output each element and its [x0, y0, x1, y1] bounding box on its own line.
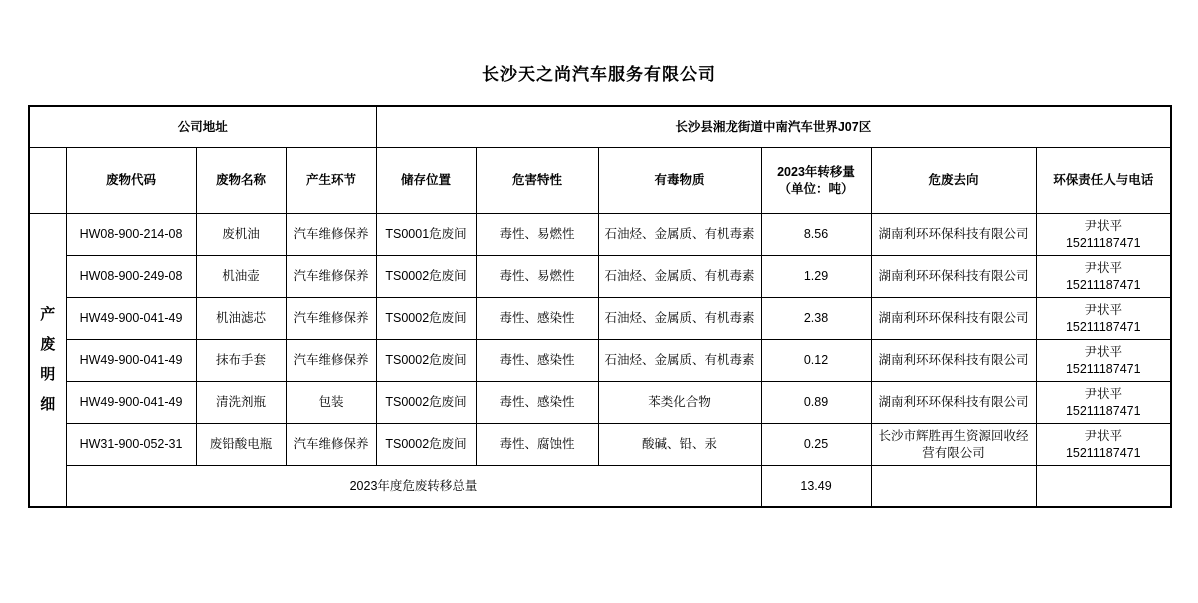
table-row [29, 340, 1171, 382]
contact-phone: 15211187471 [1065, 403, 1141, 418]
corner-empty-cell [29, 148, 66, 214]
destination-cell: 湖南利环环保科技有限公司 [871, 256, 1036, 298]
table-row [29, 298, 1171, 340]
storage-location-cell: TS0002危废间 [376, 382, 476, 424]
waste-name-cell: 废机油 [196, 214, 286, 256]
header-contact: 环保责任人与电话 [1036, 148, 1171, 214]
contact-phone: 15211187471 [1065, 319, 1141, 334]
waste-code-cell: HW08-900-214-08 [66, 214, 196, 256]
destination-cell: 湖南利环环保科技有限公司 [871, 382, 1036, 424]
waste-name-cell: 机油壶 [196, 256, 286, 298]
production-stage-cell: 汽车维修保养 [286, 424, 376, 466]
contact-name: 尹状平 [1084, 260, 1123, 275]
hazard-property-cell: 毒性、易燃性 [476, 256, 598, 298]
header-waste-name: 废物名称 [196, 148, 286, 214]
header-transfer-amount [761, 148, 871, 214]
production-stage-cell: 汽车维修保养 [286, 340, 376, 382]
hazard-property-cell: 毒性、感染性 [476, 298, 598, 340]
header-transfer-amount-line2: （单位：吨） [778, 181, 854, 196]
contact-phone: 15211187471 [1065, 277, 1141, 292]
hazard-property-cell: 毒性、易燃性 [476, 214, 598, 256]
production-stage-cell: 汽车维修保养 [286, 298, 376, 340]
contact-name: 尹状平 [1084, 428, 1123, 443]
waste-code-cell: HW49-900-041-49 [66, 340, 196, 382]
header-hazard-property: 危害特性 [476, 148, 598, 214]
waste-transfer-table [28, 105, 1172, 508]
total-label-cell: 2023年度危废转移总量 [66, 466, 761, 508]
contact-phone: 15211187471 [1065, 361, 1141, 376]
side-label-vertical-text: 产废明细 [40, 306, 56, 413]
waste-name-cell: 机油滤芯 [196, 298, 286, 340]
total-value-cell: 13.49 [761, 466, 871, 508]
contact-name: 尹状平 [1084, 218, 1123, 233]
production-stage-cell: 汽车维修保养 [286, 256, 376, 298]
toxic-substance-cell: 石油烃、金属质、有机毒素 [598, 214, 761, 256]
contact-phone: 15211187471 [1065, 445, 1141, 460]
toxic-substance-cell: 苯类化合物 [598, 382, 761, 424]
table-row [29, 214, 1171, 256]
contact-name: 尹状平 [1084, 302, 1123, 317]
contact-cell [1036, 340, 1171, 382]
hazard-property-cell: 毒性、腐蚀性 [476, 424, 598, 466]
total-row [29, 466, 1171, 508]
empty-cell [871, 466, 1036, 508]
toxic-substance-cell: 石油烃、金属质、有机毒素 [598, 256, 761, 298]
table-row [29, 256, 1171, 298]
contact-name: 尹状平 [1084, 386, 1123, 401]
contact-name: 尹状平 [1084, 344, 1123, 359]
contact-cell [1036, 382, 1171, 424]
toxic-substance-cell: 石油烃、金属质、有机毒素 [598, 298, 761, 340]
address-row [29, 106, 1171, 148]
toxic-substance-cell: 酸碱、铅、汞 [598, 424, 761, 466]
waste-code-cell: HW08-900-249-08 [66, 256, 196, 298]
contact-cell [1036, 214, 1171, 256]
table-row [29, 382, 1171, 424]
waste-transfer-table-container [28, 105, 1172, 508]
waste-name-cell: 抹布手套 [196, 340, 286, 382]
transfer-amount-cell: 0.25 [761, 424, 871, 466]
header-toxic-substance: 有毒物质 [598, 148, 761, 214]
transfer-amount-cell: 0.89 [761, 382, 871, 424]
transfer-amount-cell: 2.38 [761, 298, 871, 340]
destination-cell: 湖南利环环保科技有限公司 [871, 298, 1036, 340]
toxic-substance-cell: 石油烃、金属质、有机毒素 [598, 340, 761, 382]
header-production-stage: 产生环节 [286, 148, 376, 214]
waste-name-cell: 清洗剂瓶 [196, 382, 286, 424]
production-stage-cell: 包装 [286, 382, 376, 424]
destination-cell: 湖南利环环保科技有限公司 [871, 214, 1036, 256]
page-title: 长沙天之尚汽车服务有限公司 [482, 65, 716, 84]
contact-cell [1036, 424, 1171, 466]
header-storage-location: 储存位置 [376, 148, 476, 214]
hazard-property-cell: 毒性、感染性 [476, 382, 598, 424]
contact-cell [1036, 256, 1171, 298]
header-transfer-amount-line1: 2023年转移量 [777, 164, 855, 179]
destination-cell: 湖南利环环保科技有限公司 [871, 340, 1036, 382]
side-label-cell [29, 214, 66, 508]
production-stage-cell: 汽车维修保养 [286, 214, 376, 256]
contact-cell [1036, 298, 1171, 340]
table-row [29, 424, 1171, 466]
company-address-label: 公司地址 [29, 106, 376, 148]
empty-cell [1036, 466, 1171, 508]
storage-location-cell: TS0002危废间 [376, 256, 476, 298]
header-waste-code: 废物代码 [66, 148, 196, 214]
waste-code-cell: HW49-900-041-49 [66, 382, 196, 424]
waste-code-cell: HW31-900-052-31 [66, 424, 196, 466]
transfer-amount-cell: 8.56 [761, 214, 871, 256]
destination-cell: 长沙市辉胜再生资源回收经营有限公司 [871, 424, 1036, 466]
storage-location-cell: TS0002危废间 [376, 340, 476, 382]
header-destination: 危废去向 [871, 148, 1036, 214]
transfer-amount-cell: 1.29 [761, 256, 871, 298]
contact-phone: 15211187471 [1065, 235, 1141, 250]
storage-location-cell: TS0001危废间 [376, 214, 476, 256]
transfer-amount-cell: 0.12 [761, 340, 871, 382]
waste-code-cell: HW49-900-041-49 [66, 298, 196, 340]
column-header-row [29, 148, 1171, 214]
hazard-property-cell: 毒性、感染性 [476, 340, 598, 382]
waste-name-cell: 废铅酸电瓶 [196, 424, 286, 466]
company-address-value: 长沙县湘龙街道中南汽车世界J07区 [376, 106, 1171, 148]
storage-location-cell: TS0002危废间 [376, 424, 476, 466]
storage-location-cell: TS0002危废间 [376, 298, 476, 340]
